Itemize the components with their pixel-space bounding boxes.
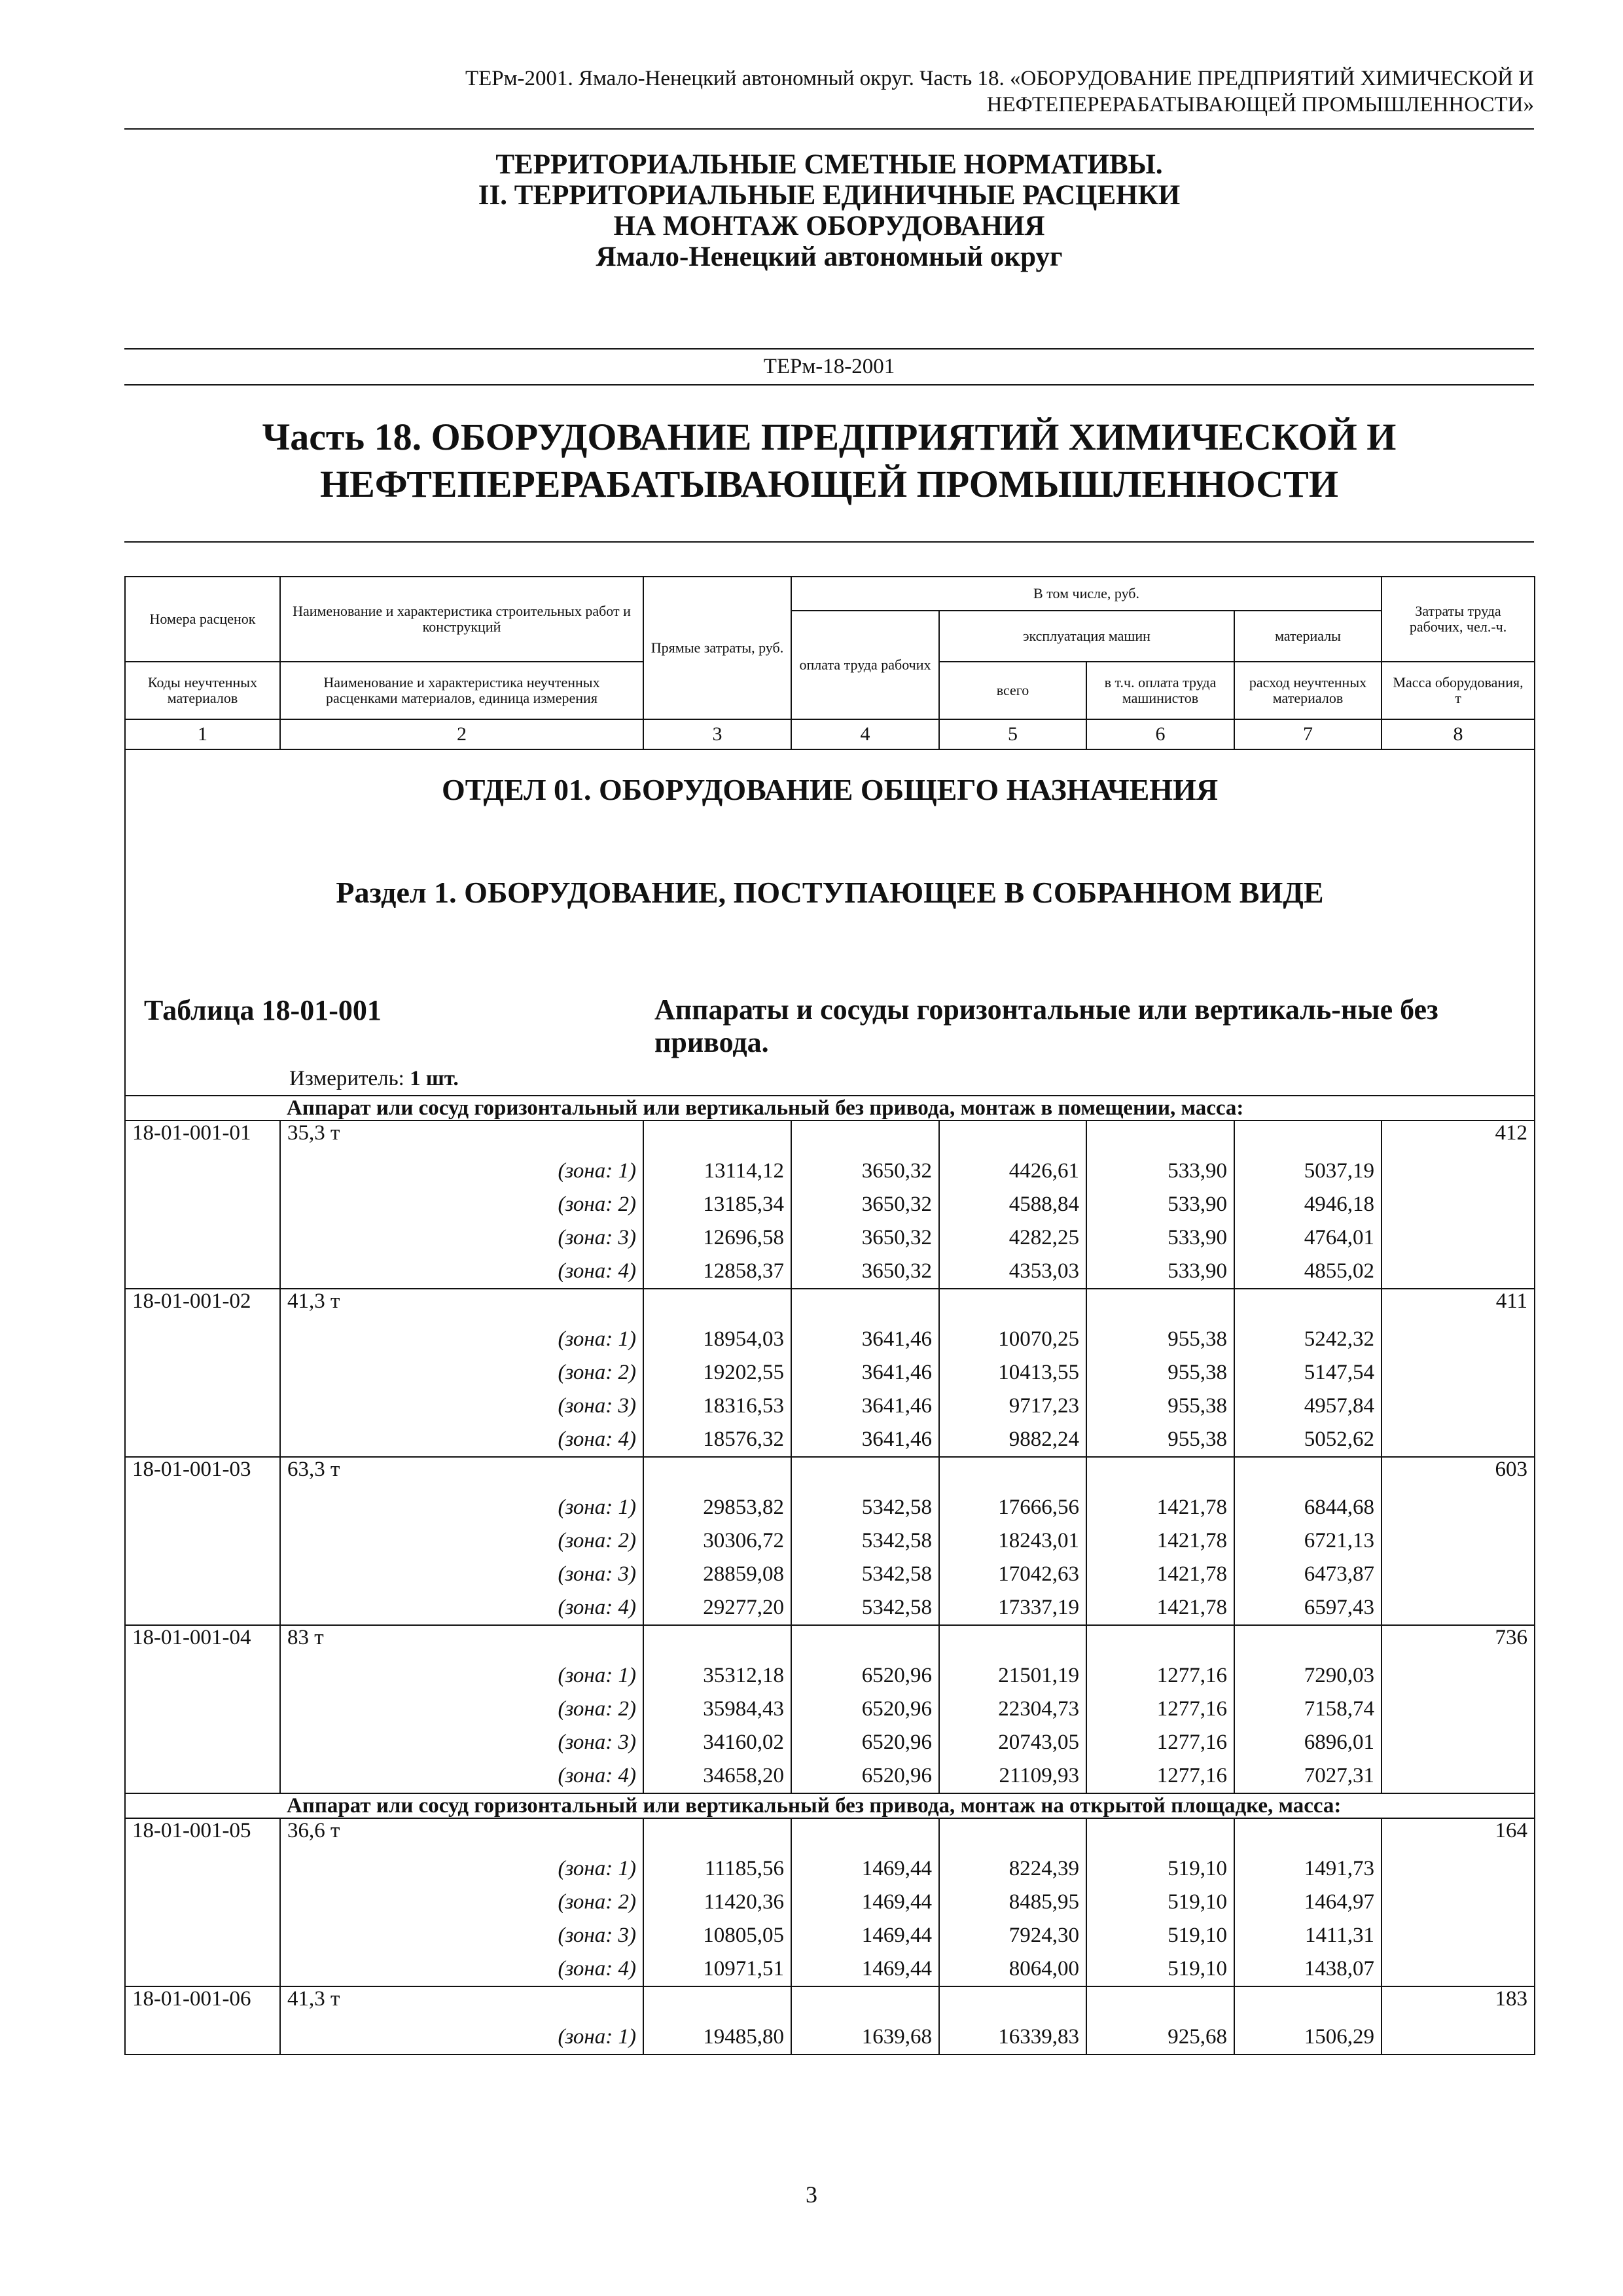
direct-costs: 10971,51 xyxy=(643,1952,791,1986)
table-row xyxy=(125,1356,1535,1390)
part-rule xyxy=(124,541,1534,543)
table-row xyxy=(125,1818,1535,1852)
zone-label: (зона: 1) xyxy=(280,2020,643,2054)
rate-code: 18-01-001-06 xyxy=(125,1986,280,2054)
table-row xyxy=(125,1693,1535,1726)
labor-wages: 5342,58 xyxy=(791,1524,939,1558)
materials-cost: 6844,68 xyxy=(1234,1491,1382,1524)
title-line4: Ямало-Ненецкий автономный округ xyxy=(596,242,1063,272)
table-heading xyxy=(132,994,1527,1059)
zone-label: (зона: 2) xyxy=(280,1356,643,1390)
empty-cell xyxy=(939,1986,1086,2020)
table-row xyxy=(125,1919,1535,1952)
machines-total: 22304,73 xyxy=(939,1693,1086,1726)
empty-cell xyxy=(791,1457,939,1491)
empty-cell xyxy=(791,1289,939,1323)
group-heading: Аппарат или сосуд горизонтальный или вертикальный без привода, монтаж в помещении, масса: xyxy=(280,1096,1535,1121)
direct-costs: 18576,32 xyxy=(643,1423,791,1457)
machines-total: 10070,25 xyxy=(939,1323,1086,1356)
machinist-wages: 1277,16 xyxy=(1086,1726,1234,1759)
table-row xyxy=(125,1457,1535,1491)
machines-total: 4353,03 xyxy=(939,1255,1086,1289)
col-number: 4 xyxy=(791,719,939,749)
direct-costs: 11420,36 xyxy=(643,1886,791,1919)
group-heading-spacer xyxy=(125,1793,280,1818)
machinist-wages: 533,90 xyxy=(1086,1155,1234,1188)
direct-costs: 35312,18 xyxy=(643,1659,791,1693)
rate-name: 36,6 т xyxy=(280,1818,643,1852)
zone-label: (зона: 3) xyxy=(280,1558,643,1591)
materials-cost: 1491,73 xyxy=(1234,1852,1382,1886)
empty-cell xyxy=(1234,1625,1382,1659)
title-line3: НА МОНТАЖ ОБОРУДОВАНИЯ xyxy=(613,211,1045,242)
machines-total: 8224,39 xyxy=(939,1852,1086,1886)
col-including: В том числе, руб. xyxy=(791,577,1382,611)
direct-costs: 18316,53 xyxy=(643,1390,791,1423)
empty-cell xyxy=(1086,1289,1234,1323)
machinist-wages: 519,10 xyxy=(1086,1952,1234,1986)
table-row xyxy=(125,1221,1535,1255)
empty-cell xyxy=(643,1121,791,1155)
col-name-bottom: Наименование и характеристика неучтенных расценками материалов, единица измерения xyxy=(280,662,643,719)
table-row xyxy=(125,1659,1535,1693)
standard-code: ТЕРм-18-2001 xyxy=(763,355,895,378)
direct-costs: 18954,03 xyxy=(643,1323,791,1356)
col-machine-operation: эксплуатация машин xyxy=(939,611,1234,662)
machines-total: 4282,25 xyxy=(939,1221,1086,1255)
group-heading: Аппарат или сосуд горизонтальный или вертикальный без привода, монтаж на открытой площадке, масса: xyxy=(280,1793,1535,1818)
rate-code: 18-01-001-01 xyxy=(125,1121,280,1289)
materials-cost: 6896,01 xyxy=(1234,1726,1382,1759)
section-heading-cell xyxy=(125,749,1535,1096)
materials-cost: 4946,18 xyxy=(1234,1188,1382,1221)
section-heading: Раздел 1. ОБОРУДОВАНИЕ, ПОСТУПАЮЩЕЕ В СОБРАННОМ ВИДЕ xyxy=(336,876,1324,909)
machinist-wages: 925,68 xyxy=(1086,2020,1234,2054)
materials-cost: 4957,84 xyxy=(1234,1390,1382,1423)
zone-label: (зона: 4) xyxy=(280,1952,643,1986)
machines-total: 17337,19 xyxy=(939,1591,1086,1625)
labor-hours: 603 xyxy=(1382,1457,1535,1625)
zone-label: (зона: 1) xyxy=(280,1491,643,1524)
empty-cell xyxy=(643,1457,791,1491)
direct-costs: 19202,55 xyxy=(643,1356,791,1390)
empty-cell xyxy=(939,1121,1086,1155)
rate-name: 41,3 т xyxy=(280,1986,643,2020)
materials-cost: 4764,01 xyxy=(1234,1221,1382,1255)
table-row xyxy=(125,1952,1535,1986)
labor-wages: 1469,44 xyxy=(791,1952,939,1986)
direct-costs: 34658,20 xyxy=(643,1759,791,1793)
labor-wages: 1469,44 xyxy=(791,1852,939,1886)
table-row xyxy=(125,1255,1535,1289)
group-heading-spacer xyxy=(125,1096,280,1121)
labor-wages: 5342,58 xyxy=(791,1591,939,1625)
direct-costs: 11185,56 xyxy=(643,1852,791,1886)
unit-label: Измеритель: xyxy=(289,1067,404,1090)
labor-hours: 164 xyxy=(1382,1818,1535,1986)
materials-cost: 5052,62 xyxy=(1234,1423,1382,1457)
table-row xyxy=(125,1726,1535,1759)
machinist-wages: 533,90 xyxy=(1086,1221,1234,1255)
table-row xyxy=(125,1289,1535,1323)
materials-cost: 1411,31 xyxy=(1234,1919,1382,1952)
unit-value: 1 шт. xyxy=(410,1067,459,1090)
code-rule-bottom xyxy=(124,384,1534,386)
labor-wages: 1469,44 xyxy=(791,1886,939,1919)
machines-total: 21501,19 xyxy=(939,1659,1086,1693)
col-number: 7 xyxy=(1234,719,1382,749)
direct-costs: 13185,34 xyxy=(643,1188,791,1221)
zone-label: (зона: 3) xyxy=(280,1919,643,1952)
labor-wages: 6520,96 xyxy=(791,1693,939,1726)
table-row xyxy=(125,1524,1535,1558)
labor-wages: 6520,96 xyxy=(791,1759,939,1793)
machinist-wages: 519,10 xyxy=(1086,1919,1234,1952)
part-title xyxy=(124,414,1534,508)
empty-cell xyxy=(939,1818,1086,1852)
running-header-line2: НЕФТЕПЕРЕРАБАТЫВАЮЩЕЙ ПРОМЫШЛЕННОСТИ» xyxy=(986,93,1534,117)
machinist-wages: 1277,16 xyxy=(1086,1659,1234,1693)
labor-wages: 3650,32 xyxy=(791,1188,939,1221)
group-heading-row xyxy=(125,1793,1535,1818)
materials-cost: 1506,29 xyxy=(1234,2020,1382,2054)
materials-cost: 7027,31 xyxy=(1234,1759,1382,1793)
department-heading: ОТДЕЛ 01. ОБОРУДОВАНИЕ ОБЩЕГО НАЗНАЧЕНИЯ xyxy=(441,773,1219,806)
labor-hours: 183 xyxy=(1382,1986,1535,2054)
table-row xyxy=(125,1423,1535,1457)
zone-label: (зона: 1) xyxy=(280,1323,643,1356)
empty-cell xyxy=(1086,1457,1234,1491)
empty-cell xyxy=(939,1457,1086,1491)
col-materials-consumption: расход неучтенных материалов xyxy=(1234,662,1382,719)
machinist-wages: 1421,78 xyxy=(1086,1491,1234,1524)
materials-cost: 7290,03 xyxy=(1234,1659,1382,1693)
table-row xyxy=(125,1625,1535,1659)
rates-table-wrapper xyxy=(124,576,1534,2055)
labor-wages: 3650,32 xyxy=(791,1221,939,1255)
code-rule-top xyxy=(124,348,1534,350)
machinist-wages: 533,90 xyxy=(1086,1255,1234,1289)
machines-total: 20743,05 xyxy=(939,1726,1086,1759)
zone-label: (зона: 3) xyxy=(280,1221,643,1255)
col-name-top: Наименование и характеристика строительных работ и конструкций xyxy=(280,577,643,662)
col-number: 1 xyxy=(125,719,280,749)
machines-total: 4426,61 xyxy=(939,1155,1086,1188)
empty-cell xyxy=(1234,1289,1382,1323)
materials-cost: 7158,74 xyxy=(1234,1693,1382,1726)
table-row xyxy=(125,1986,1535,2020)
empty-cell xyxy=(791,1818,939,1852)
machinist-wages: 955,38 xyxy=(1086,1323,1234,1356)
machinist-wages: 1421,78 xyxy=(1086,1524,1234,1558)
machines-total: 8485,95 xyxy=(939,1886,1086,1919)
empty-cell xyxy=(1086,1121,1234,1155)
empty-cell xyxy=(791,1625,939,1659)
empty-cell xyxy=(939,1625,1086,1659)
col-machines-total: всего xyxy=(939,662,1086,719)
rate-name: 83 т xyxy=(280,1625,643,1659)
direct-costs: 35984,43 xyxy=(643,1693,791,1726)
labor-wages: 3641,46 xyxy=(791,1356,939,1390)
direct-costs: 19485,80 xyxy=(643,2020,791,2054)
table-row xyxy=(125,1886,1535,1919)
labor-wages: 3650,32 xyxy=(791,1155,939,1188)
rate-name: 41,3 т xyxy=(280,1289,643,1323)
labor-wages: 3650,32 xyxy=(791,1255,939,1289)
labor-wages: 5342,58 xyxy=(791,1491,939,1524)
materials-cost: 6721,13 xyxy=(1234,1524,1382,1558)
machines-total: 21109,93 xyxy=(939,1759,1086,1793)
zone-label: (зона: 3) xyxy=(280,1726,643,1759)
col-number: 2 xyxy=(280,719,643,749)
empty-cell xyxy=(1086,1818,1234,1852)
empty-cell xyxy=(643,1625,791,1659)
rate-name: 35,3 т xyxy=(280,1121,643,1155)
rate-code: 18-01-001-04 xyxy=(125,1625,280,1793)
table-row xyxy=(125,1390,1535,1423)
col-number: 6 xyxy=(1086,719,1234,749)
materials-cost: 6473,87 xyxy=(1234,1558,1382,1591)
table-row xyxy=(125,1188,1535,1221)
labor-wages: 5342,58 xyxy=(791,1558,939,1591)
col-materials: материалы xyxy=(1234,611,1382,662)
table-row xyxy=(125,2020,1535,2054)
machinist-wages: 519,10 xyxy=(1086,1886,1234,1919)
col-direct-costs: Прямые затраты, руб. xyxy=(643,577,791,719)
table-row xyxy=(125,1591,1535,1625)
zone-label: (зона: 4) xyxy=(280,1423,643,1457)
zone-label: (зона: 1) xyxy=(280,1852,643,1886)
rate-code: 18-01-001-05 xyxy=(125,1818,280,1986)
machinist-wages: 955,38 xyxy=(1086,1356,1234,1390)
rates-table-body xyxy=(125,749,1535,2054)
running-header xyxy=(124,65,1534,118)
empty-cell xyxy=(1234,1121,1382,1155)
rate-name: 63,3 т xyxy=(280,1457,643,1491)
zone-label: (зона: 1) xyxy=(280,1659,643,1693)
col-number: 8 xyxy=(1382,719,1535,749)
direct-costs: 34160,02 xyxy=(643,1726,791,1759)
empty-cell xyxy=(791,1986,939,2020)
zone-label: (зона: 2) xyxy=(280,1886,643,1919)
rates-table xyxy=(124,576,1535,2055)
zone-label: (зона: 3) xyxy=(280,1390,643,1423)
zone-label: (зона: 2) xyxy=(280,1693,643,1726)
table-row xyxy=(125,1558,1535,1591)
col-labor-wages: оплата труда рабочих xyxy=(791,611,939,719)
running-header-line1: ТЕРм-2001. Ямало-Ненецкий автономный округ. Часть 18. «ОБОРУДОВАНИЕ ПРЕДПРИЯТИЙ ХИМИЧЕСКОЙ И xyxy=(465,67,1534,90)
rate-code: 18-01-001-03 xyxy=(125,1457,280,1625)
zone-label: (зона: 1) xyxy=(280,1155,643,1188)
title-line1: ТЕРРИТОРИАЛЬНЫЕ СМЕТНЫЕ НОРМАТИВЫ. xyxy=(495,149,1163,180)
rate-code: 18-01-001-02 xyxy=(125,1289,280,1457)
direct-costs: 10805,05 xyxy=(643,1919,791,1952)
direct-costs: 30306,72 xyxy=(643,1524,791,1558)
col-equipment-mass: Масса оборудования, т xyxy=(1382,662,1535,719)
empty-cell xyxy=(1234,1818,1382,1852)
machinist-wages: 533,90 xyxy=(1086,1188,1234,1221)
materials-cost: 1464,97 xyxy=(1234,1886,1382,1919)
materials-cost: 5242,32 xyxy=(1234,1323,1382,1356)
zone-label: (зона: 4) xyxy=(280,1591,643,1625)
unit-of-measure xyxy=(132,1067,1527,1095)
direct-costs: 29277,20 xyxy=(643,1591,791,1625)
direct-costs: 28859,08 xyxy=(643,1558,791,1591)
machinist-wages: 1277,16 xyxy=(1086,1759,1234,1793)
zone-label: (зона: 2) xyxy=(280,1524,643,1558)
direct-costs: 12858,37 xyxy=(643,1255,791,1289)
table-description: Аппараты и сосуды горизонтальные или вертикаль-ные без привода. xyxy=(654,994,1438,1058)
machines-total: 8064,00 xyxy=(939,1952,1086,1986)
labor-hours: 411 xyxy=(1382,1289,1535,1457)
empty-cell xyxy=(643,1986,791,2020)
machinist-wages: 519,10 xyxy=(1086,1852,1234,1886)
machines-total: 16339,83 xyxy=(939,2020,1086,2054)
table-row xyxy=(125,1852,1535,1886)
machines-total: 17042,63 xyxy=(939,1558,1086,1591)
labor-wages: 3641,46 xyxy=(791,1390,939,1423)
col-number: 5 xyxy=(939,719,1086,749)
col-machinist-wages: в т.ч. оплата труда машинистов xyxy=(1086,662,1234,719)
machines-total: 7924,30 xyxy=(939,1919,1086,1952)
page-number: 3 xyxy=(806,2181,817,2208)
machines-total: 17666,56 xyxy=(939,1491,1086,1524)
table-row xyxy=(125,1323,1535,1356)
labor-hours: 736 xyxy=(1382,1625,1535,1793)
header-rule xyxy=(124,128,1534,130)
part-title-line2: НЕФТЕПЕРЕРАБАТЫВАЮЩЕЙ ПРОМЫШЛЕННОСТИ xyxy=(320,463,1338,505)
zone-label: (зона: 2) xyxy=(280,1188,643,1221)
col-workers-top: Затраты труда рабочих, чел.-ч. xyxy=(1382,577,1535,662)
labor-wages: 1469,44 xyxy=(791,1919,939,1952)
materials-cost: 6597,43 xyxy=(1234,1591,1382,1625)
title-line2: II. ТЕРРИТОРИАЛЬНЫЕ ЕДИНИЧНЫЕ РАСЦЕНКИ xyxy=(478,180,1181,211)
col-code-top: Номера расценок xyxy=(125,577,280,662)
col-number: 3 xyxy=(643,719,791,749)
labor-wages: 6520,96 xyxy=(791,1726,939,1759)
machines-total: 18243,01 xyxy=(939,1524,1086,1558)
machinist-wages: 1277,16 xyxy=(1086,1693,1234,1726)
zone-label: (зона: 4) xyxy=(280,1759,643,1793)
group-heading-row xyxy=(125,1096,1535,1121)
materials-cost: 4855,02 xyxy=(1234,1255,1382,1289)
direct-costs: 29853,82 xyxy=(643,1491,791,1524)
labor-wages: 3641,46 xyxy=(791,1323,939,1356)
empty-cell xyxy=(1234,1986,1382,2020)
machinist-wages: 955,38 xyxy=(1086,1390,1234,1423)
direct-costs: 12696,58 xyxy=(643,1221,791,1255)
col-code-bottom: Коды неучтенных материалов xyxy=(125,662,280,719)
table-row xyxy=(125,1759,1535,1793)
table-number: Таблица 18-01-001 xyxy=(144,994,382,1026)
zone-label: (зона: 4) xyxy=(280,1255,643,1289)
empty-cell xyxy=(1086,1625,1234,1659)
empty-cell xyxy=(1086,1986,1234,2020)
materials-cost: 5147,54 xyxy=(1234,1356,1382,1390)
machines-total: 10413,55 xyxy=(939,1356,1086,1390)
table-row xyxy=(125,1491,1535,1524)
materials-cost: 5037,19 xyxy=(1234,1155,1382,1188)
document-title xyxy=(124,149,1534,272)
labor-hours: 412 xyxy=(1382,1121,1535,1289)
machinist-wages: 955,38 xyxy=(1086,1423,1234,1457)
machines-total: 4588,84 xyxy=(939,1188,1086,1221)
labor-wages: 1639,68 xyxy=(791,2020,939,2054)
labor-wages: 6520,96 xyxy=(791,1659,939,1693)
empty-cell xyxy=(1234,1457,1382,1491)
empty-cell xyxy=(791,1121,939,1155)
direct-costs: 13114,12 xyxy=(643,1155,791,1188)
table-row xyxy=(125,1121,1535,1155)
empty-cell xyxy=(939,1289,1086,1323)
empty-cell xyxy=(643,1289,791,1323)
part-title-line1: Часть 18. ОБОРУДОВАНИЕ ПРЕДПРИЯТИЙ ХИМИЧЕСКОЙ И xyxy=(262,416,1397,458)
machinist-wages: 1421,78 xyxy=(1086,1558,1234,1591)
machines-total: 9717,23 xyxy=(939,1390,1086,1423)
machinist-wages: 1421,78 xyxy=(1086,1591,1234,1625)
machines-total: 9882,24 xyxy=(939,1423,1086,1457)
table-row xyxy=(125,1155,1535,1188)
materials-cost: 1438,07 xyxy=(1234,1952,1382,1986)
empty-cell xyxy=(643,1818,791,1852)
labor-wages: 3641,46 xyxy=(791,1423,939,1457)
